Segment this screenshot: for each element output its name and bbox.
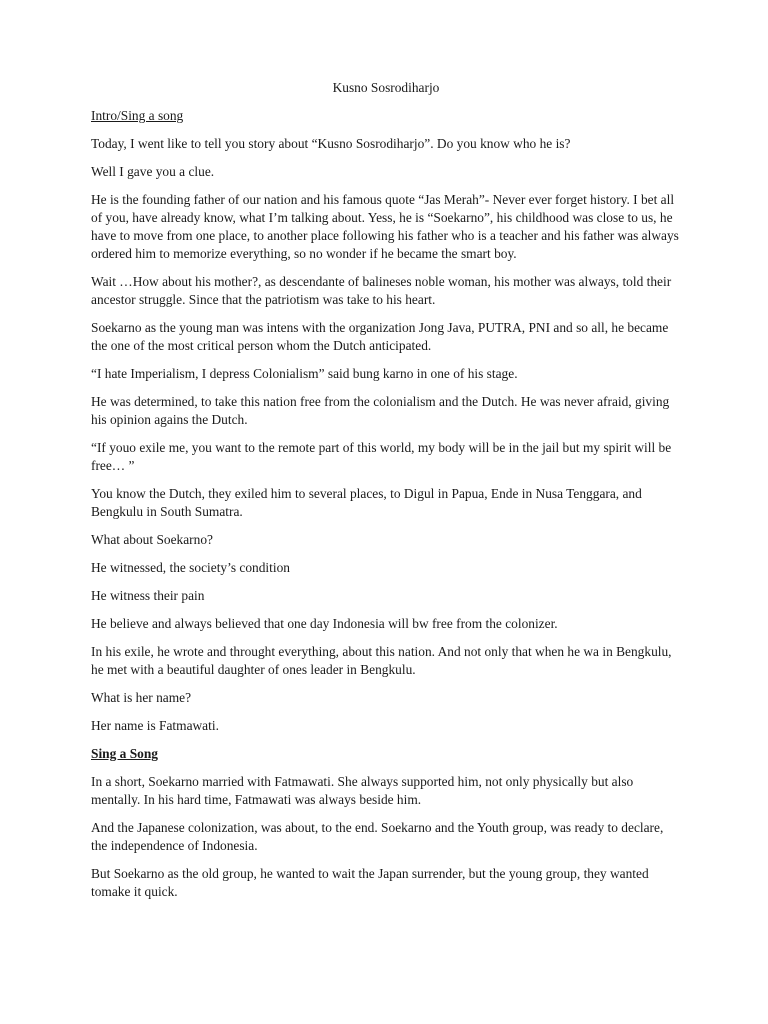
paragraph: You know the Dutch, they exiled him to several places, to Digul in Papua, Ende in Nusa Tenggara, and Bengkulu in South Sumatra.	[91, 486, 642, 519]
paragraph: In his exile, he wrote and throught everything, about this nation. And not only that when he wa in Bengkulu, he met with a beautiful daughter of ones leader in Bengkulu.	[91, 644, 672, 677]
section-heading-sing-a-song: Sing a Song	[91, 746, 158, 761]
paragraph: In a short, Soekarno married with Fatmawati. She always supported him, not only physically but also mentally. In his hard time, Fatmawati was always beside him.	[91, 774, 634, 807]
paragraph: He witness their pain	[91, 588, 205, 603]
paragraph: But Soekarno as the old group, he wanted to wait the Japan surrender, but the young group, they wanted tomake it quick.	[91, 866, 649, 899]
document-page	[91, 79, 681, 911]
paragraph: “I hate Imperialism, I depress Colonialism” said bung karno in one of his stage.	[91, 366, 518, 381]
paragraph: He believe and always believed that one day Indonesia will bw free from the colonizer.	[91, 616, 558, 631]
paragraph: What is her name?	[91, 690, 192, 705]
paragraph: He was determined, to take this nation free from the colonialism and the Dutch. He was never afraid, giving his opinion agains the Dutch.	[91, 394, 670, 427]
paragraph: Soekarno as the young man was intens with the organization Jong Java, PUTRA, PNI and so all, he became the one of the most critical person whom the Dutch anticipated.	[91, 320, 669, 353]
paragraph: “If youo exile me, you want to the remote part of this world, my body will be in the jail but my spirit will be free… ”	[91, 440, 672, 473]
paragraph: Today, I went like to tell you story about “Kusno Sosrodiharjo”. Do you know who he is?	[91, 136, 571, 151]
paragraph: He witnessed, the society’s condition	[91, 560, 290, 575]
paragraph: And the Japanese colonization, was about, to the end. Soekarno and the Youth group, was ready to declare, the independence of Indonesia.	[91, 820, 664, 853]
paragraph: He is the founding father of our nation and his famous quote “Jas Merah”- Never ever forget history. I bet all of you, have already know, what I’m talking about. Yess, he is “Soekarno”, his childhood was close to us, he have to move from one place, to another place following his father who is a teacher and his father was always ordered him to memorize everything, so no wonder if he became the smart boy.	[91, 192, 679, 261]
section-heading-intro: Intro/Sing a song	[91, 108, 184, 123]
paragraph: Wait …How about his mother?, as descendante of balineses noble woman, his mother was always, told their ancestor struggle. Since that the patriotism was take to his heart.	[91, 274, 672, 307]
paragraph: What about Soekarno?	[91, 532, 213, 547]
paragraph: Well I gave you a clue.	[91, 164, 215, 179]
paragraph: Her name is Fatmawati.	[91, 718, 219, 733]
document-title: Kusno Sosrodiharjo	[332, 80, 440, 95]
